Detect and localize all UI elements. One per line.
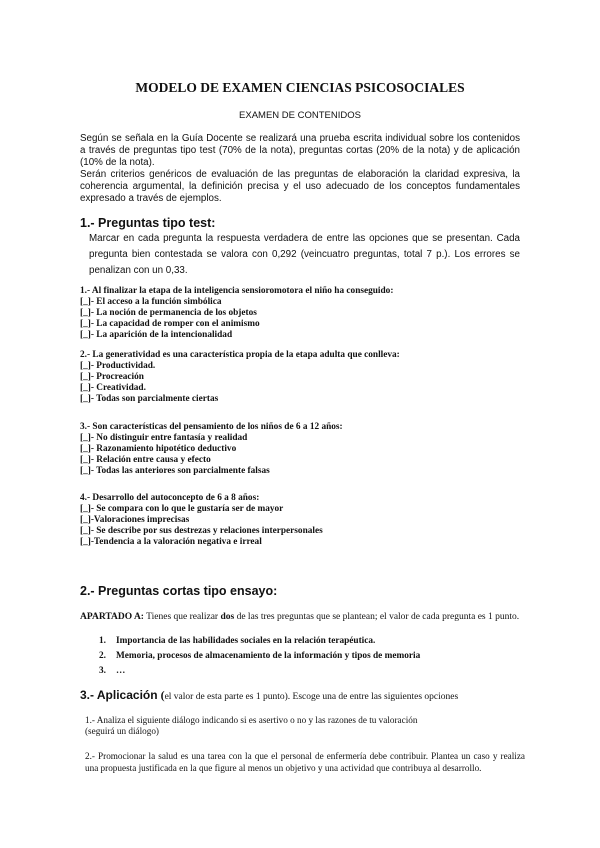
- apartado-text: Tienes que realizar: [143, 612, 221, 622]
- list-text: …: [116, 666, 126, 676]
- option-text: 2.- Promocionar la salud es una tarea con la que el personal de enfermería debe contribuir. Plantea un caso y realiza una propuesta justificada en la que figure al menos un objetivo y una actividad que contribuya al desarrollo.: [85, 751, 525, 773]
- section-1-heading: 1.- Preguntas tipo test:: [80, 216, 216, 230]
- list-number: 3.: [99, 666, 106, 676]
- list-item: [99, 664, 420, 679]
- application-option-1: [85, 715, 515, 737]
- option-text: 1.- Analiza el siguiente diálogo indicando si es asertivo o no y las razones de tu valoración: [85, 715, 418, 725]
- question-text: 4.- Desarrollo del autoconcepto de 6 a 8 años:: [80, 493, 260, 503]
- answer-option[interactable]: [_]- Productividad.: [80, 361, 156, 371]
- question-text: 3.- Son características del pensamiento de los niños de 6 a 12 años:: [80, 422, 343, 432]
- list-text: Importancia de las habilidades sociales en la relación terapéutica.: [116, 636, 376, 646]
- answer-option[interactable]: [_]- Se describe por sus destrezas y relaciones interpersonales: [80, 526, 323, 536]
- apartado-a: [80, 611, 520, 623]
- intro-text: [80, 133, 520, 205]
- section-3-title: 3.- Aplicación: [80, 688, 158, 702]
- question-3: [80, 422, 343, 477]
- answer-option[interactable]: [_]- Todas las anteriores son parcialmente falsas: [80, 466, 270, 476]
- answer-option[interactable]: [_]- El acceso a la función simbólica: [80, 297, 222, 307]
- answer-option[interactable]: [_]- Todas son parcialmente ciertas: [80, 394, 219, 404]
- page-subtitle: EXAMEN DE CONTENIDOS: [239, 110, 361, 121]
- answer-option[interactable]: [_]- Procreación: [80, 372, 144, 382]
- apartado-text: de las tres preguntas que se plantean; el valor de cada pregunta es 1 punto.: [234, 612, 520, 622]
- intro-paragraph: Serán criterios genéricos de evaluación de las preguntas de elaboración la claridad expresiva, la coherencia argumental, la definición precisa y el uso adecuado de los conceptos fundamentales expresado a través de ejemplos.: [80, 169, 520, 204]
- question-text: 1.- Al finalizar la etapa de la inteligencia sensioromotora el niño ha conseguido:: [80, 286, 394, 296]
- essay-question-list: [99, 634, 420, 679]
- answer-option[interactable]: [_]- La noción de permanencia de los objetos: [80, 308, 257, 318]
- answer-option[interactable]: [_]- No distinguir entre fantasía y realidad: [80, 433, 248, 443]
- question-1: [80, 286, 393, 341]
- answer-option[interactable]: [_]- La aparición de la intencionalidad: [80, 330, 233, 340]
- page-title: MODELO DE EXAMEN CIENCIAS PSICOSOCIALES: [135, 80, 465, 95]
- list-item: [99, 634, 420, 649]
- answer-option[interactable]: [_]- Razonamiento hipotético deductivo: [80, 444, 237, 454]
- answer-option[interactable]: [_]- Se compara con lo que le gustaría ser de mayor: [80, 504, 284, 514]
- answer-option[interactable]: [_]- La capacidad de romper con el animismo: [80, 319, 260, 329]
- answer-option[interactable]: [_]-Valoraciones imprecisas: [80, 515, 190, 525]
- list-number: 2.: [99, 651, 106, 661]
- question-4: [80, 493, 323, 548]
- list-item: [99, 649, 420, 664]
- list-number: 1.: [99, 636, 106, 646]
- question-2: [80, 350, 400, 405]
- apartado-label: APARTADO A:: [80, 612, 144, 622]
- section-2-heading: 2.- Preguntas cortas tipo ensayo:: [80, 584, 278, 598]
- answer-option[interactable]: [_]-Tendencia a la valoración negativa e irreal: [80, 537, 262, 547]
- application-option-2: [85, 750, 525, 774]
- section-3-note: el valor de esta parte es 1 punto). Escoge una de entre las siguientes opciones: [164, 692, 459, 702]
- apartado-bold: dos: [220, 612, 235, 622]
- section-3-paren: (: [157, 688, 165, 702]
- intro-paragraph: Según se señala en la Guía Docente se realizará una prueba escrita individual sobre los contenidos a través de preguntas tipo test (70% de la nota), preguntas cortas (20% de la nota) y de aplicación (10% de la nota).: [80, 133, 520, 168]
- question-text: 2.- La generatividad es una característica propia de la etapa adulta que conlleva:: [80, 350, 400, 360]
- answer-option[interactable]: [_]- Relación entre causa y efecto: [80, 455, 211, 465]
- option-note: (seguirá un diálogo): [85, 726, 159, 736]
- section-1-instructions: Marcar en cada pregunta la respuesta verdadera de entre las opciones que se presentan. Cada pregunta bien contestada se valora con 0,292 (veincuatro preguntas, total 7 p.). Los errores se penalizan con un 0,33.: [89, 233, 520, 276]
- section-3-heading: [80, 688, 458, 703]
- answer-option[interactable]: [_]- Creatividad.: [80, 383, 146, 393]
- list-text: Memoria, procesos de almacenamiento de la información y tipos de memoria: [116, 651, 421, 661]
